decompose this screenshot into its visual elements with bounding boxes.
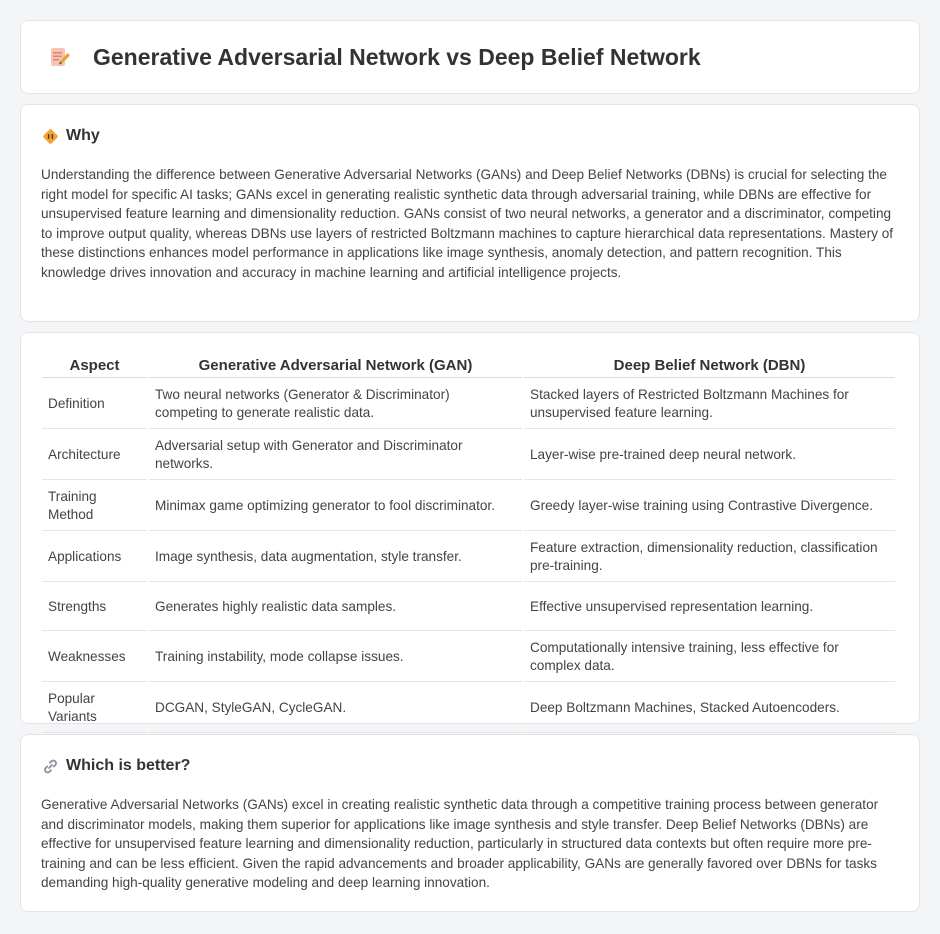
better-heading-label: Which is better? [66, 757, 191, 774]
aspect-cell: Training Method [42, 482, 147, 531]
aspect-cell: Popular Variants [42, 684, 147, 733]
dbn-cell: Layer-wise pre-trained deep neural network. [524, 431, 895, 480]
dbn-cell: Feature extraction, dimensionality reduction, classification pre-training. [524, 533, 895, 582]
gan-cell: DCGAN, StyleGAN, CycleGAN. [149, 684, 522, 733]
which-is-better-section [20, 734, 920, 912]
table-row [42, 633, 895, 682]
aspect-cell: Definition [42, 380, 147, 429]
dbn-cell: Greedy layer-wise training using Contrastive Divergence. [524, 482, 895, 531]
aspect-cell: Architecture [42, 431, 147, 480]
edit-document-icon [47, 44, 73, 70]
column-header: Aspect [42, 355, 147, 378]
dbn-cell: Computationally intensive training, less effective for complex data. [524, 633, 895, 682]
column-header: Deep Belief Network (DBN) [524, 355, 895, 378]
table-row [42, 533, 895, 582]
why-text: Understanding the difference between Generative Adversarial Networks (GANs) and Deep Belief Networks (DBNs) is crucial for selecting the right model for specific AI tasks; GANs excel in generating realistic synthetic data through adversarial training, while DBNs are effective for unsupervised feature learning and dimensionality reduction. GANs consist of two neural networks, a generator and a discriminator, competing to improve output quality, whereas DBNs use layers of restricted Boltzmann machines to capture hierarchical data representations. Mastery of these distinctions enhances model performance in applications like image synthesis, anomaly detection, and pattern recognition. This knowledge drives innovation and accuracy in machine learning and artificial intelligence projects. [41, 167, 894, 280]
diamond-sign-icon [41, 127, 59, 145]
comparison-table [40, 353, 897, 735]
table-row [42, 431, 895, 480]
gan-cell: Minimax game optimizing generator to fool discriminator. [149, 482, 522, 531]
dbn-cell: Deep Boltzmann Machines, Stacked Autoencoders. [524, 684, 895, 733]
comparison-table-card [20, 332, 920, 724]
table-row [42, 482, 895, 531]
gan-cell: Adversarial setup with Generator and Discriminator networks. [149, 431, 522, 480]
dbn-cell: Effective unsupervised representation learning. [524, 584, 895, 631]
gan-cell: Training instability, mode collapse issues. [149, 633, 522, 682]
dbn-cell: Stacked layers of Restricted Boltzmann Machines for unsupervised feature learning. [524, 380, 895, 429]
table-row [42, 684, 895, 733]
table-header-row [42, 355, 895, 378]
better-heading [41, 757, 899, 775]
header-card [20, 20, 920, 94]
aspect-cell: Applications [42, 533, 147, 582]
link-icon [41, 757, 59, 775]
why-section [20, 104, 920, 322]
gan-cell: Image synthesis, data augmentation, style transfer. [149, 533, 522, 582]
aspect-cell: Weaknesses [42, 633, 147, 682]
better-text: Generative Adversarial Networks (GANs) excel in creating realistic synthetic data through a competitive training process between generator and discriminator models, making them superior for applications like image synthesis and style transfer. Deep Belief Networks (DBNs) are effective for unsupervised feature learning and dimensionality reduction, particularly in structured data contexts but often require more pre-training and can be less efficient. Given the rapid advancements and broader applicability, GANs are generally favored over DBNs for tasks demanding high-quality generative modeling and deep learning innovation. [41, 797, 879, 891]
table-row [42, 380, 895, 429]
gan-cell: Generates highly realistic data samples. [149, 584, 522, 631]
aspect-cell: Strengths [42, 584, 147, 631]
why-heading [41, 127, 899, 145]
why-heading-label: Why [66, 127, 100, 144]
column-header: Generative Adversarial Network (GAN) [149, 355, 522, 378]
page-title: Generative Adversarial Network vs Deep Belief Network [93, 43, 701, 70]
gan-cell: Two neural networks (Generator & Discriminator) competing to generate realistic data. [149, 380, 522, 429]
table-row [42, 584, 895, 631]
